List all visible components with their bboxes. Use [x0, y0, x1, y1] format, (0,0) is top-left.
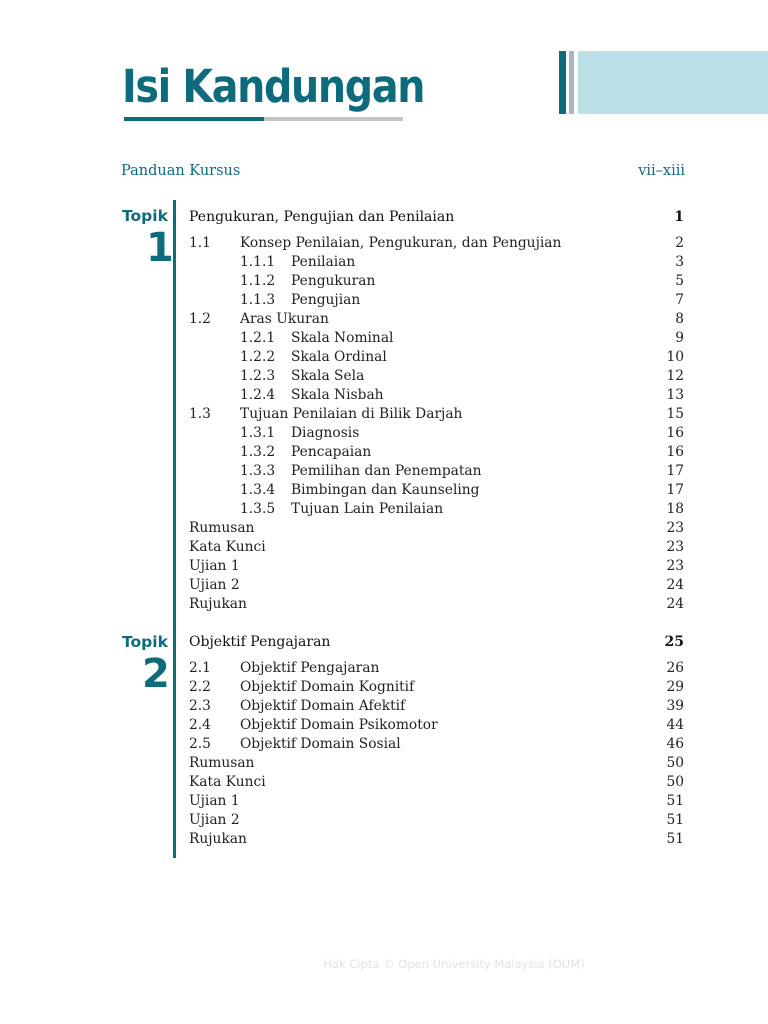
toc-entry-title: Konsep Penilaian, Pengukuran, dan Pengujian — [240, 235, 562, 251]
toc-entry-page: 16 — [666, 444, 684, 460]
topic-1-number: 1 — [146, 225, 174, 271]
topic-2-number: 2 — [142, 651, 170, 697]
toc-entry[interactable] — [189, 272, 684, 291]
toc-entry-page: 12 — [666, 368, 684, 384]
toc-entry[interactable] — [189, 792, 684, 811]
toc-entry[interactable] — [189, 481, 684, 500]
topic-1-label: Topik — [122, 207, 168, 225]
toc-entry[interactable] — [189, 310, 684, 329]
toc-entry-title: Tujuan Penilaian di Bilik Darjah — [240, 406, 463, 422]
toc-entry[interactable] — [189, 735, 684, 754]
toc-entry[interactable] — [189, 234, 684, 253]
toc-entry[interactable] — [189, 697, 684, 716]
toc-entry-number: 1.1.1 — [240, 254, 276, 270]
toc-entry[interactable] — [189, 424, 684, 443]
toc-entry-number: 1.1.3 — [240, 292, 276, 308]
toc-entry-page: 5 — [675, 273, 684, 289]
toc-entry-title: Objektif Domain Psikomotor — [240, 717, 438, 733]
toc-entry-title: Ujian 1 — [189, 558, 240, 574]
toc-entry-title: Rumusan — [189, 520, 255, 536]
toc-entry-title: Ujian 2 — [189, 577, 240, 593]
toc-entry-page: 23 — [666, 558, 684, 574]
toc-entry-page: 17 — [666, 482, 684, 498]
decorative-bar-gray — [569, 51, 574, 114]
toc-entry-page: 51 — [666, 812, 684, 828]
toc-entry[interactable] — [189, 291, 684, 310]
topic-2-entries — [189, 659, 684, 849]
toc-entry-number: 1.2.3 — [240, 368, 276, 384]
topic-1-entries — [189, 234, 684, 614]
toc-entry-title: Kata Kunci — [189, 774, 266, 790]
toc-entry-number: 2.3 — [189, 698, 211, 714]
toc-entry[interactable] — [189, 773, 684, 792]
toc-entry-number: 1.2 — [189, 311, 211, 327]
toc-entry-title: Kata Kunci — [189, 539, 266, 555]
copyright-watermark: Hak Cipta © Open University Malaysia (OUM) — [323, 957, 585, 971]
topic-2-page: 25 — [664, 634, 684, 650]
toc-entry-number: 1.3.3 — [240, 463, 276, 479]
toc-entry-title: Ujian 2 — [189, 812, 240, 828]
toc-entry-title: Tujuan Lain Penilaian — [291, 501, 444, 517]
toc-entry[interactable] — [189, 595, 684, 614]
toc-entry-title: Pencapaian — [291, 444, 372, 460]
decorative-bar-dark — [559, 51, 566, 114]
toc-entry[interactable] — [189, 557, 684, 576]
toc-entry[interactable] — [189, 576, 684, 595]
toc-entry-page: 3 — [675, 254, 684, 270]
toc-entry-number: 1.2.2 — [240, 349, 276, 365]
toc-entry-number: 1.1 — [189, 235, 211, 251]
toc-entry-page: 10 — [666, 349, 684, 365]
topic-1-title: Pengukuran, Pengujian dan Penilaian — [189, 209, 455, 225]
toc-entry-title: Rumusan — [189, 755, 255, 771]
toc-entry-page: 29 — [666, 679, 684, 695]
toc-entry[interactable] — [189, 405, 684, 424]
toc-entry-title: Aras Ukuran — [240, 311, 329, 327]
toc-entry[interactable] — [189, 830, 684, 849]
toc-entry-number: 1.2.1 — [240, 330, 276, 346]
toc-entry-title: Rujukan — [189, 831, 247, 847]
toc-entry[interactable] — [189, 348, 684, 367]
toc-entry-number: 2.2 — [189, 679, 211, 695]
toc-entry-page: 26 — [666, 660, 684, 676]
toc-entry-page: 23 — [666, 539, 684, 555]
toc-entry[interactable] — [189, 659, 684, 678]
toc-entry-number: 1.3.4 — [240, 482, 276, 498]
toc-entry-number: 1.3.1 — [240, 425, 276, 441]
toc-entry[interactable] — [189, 500, 684, 519]
toc-entry-page: 51 — [666, 831, 684, 847]
toc-entry-page: 16 — [666, 425, 684, 441]
toc-entry-title: Objektif Domain Sosial — [240, 736, 401, 752]
title-underline-accent — [124, 117, 264, 121]
toc-entry[interactable] — [189, 329, 684, 348]
toc-entry-page: 50 — [666, 755, 684, 771]
topic-1-title-row[interactable] — [189, 206, 684, 228]
toc-entry-page: 51 — [666, 793, 684, 809]
decorative-header-block — [578, 51, 768, 114]
toc-entry[interactable] — [189, 462, 684, 481]
toc-entry-title: Skala Sela — [291, 368, 365, 384]
toc-entry[interactable] — [189, 538, 684, 557]
toc-entry-number: 2.4 — [189, 717, 211, 733]
toc-entry-title: Objektif Domain Kognitif — [240, 679, 415, 695]
toc-entry-page: 46 — [666, 736, 684, 752]
toc-entry-title: Skala Nisbah — [291, 387, 384, 403]
toc-entry[interactable] — [189, 811, 684, 830]
course-guide-link[interactable]: Panduan Kursus — [121, 163, 241, 179]
toc-entry-title: Ujian 1 — [189, 793, 240, 809]
toc-entry-title: Pengukuran — [291, 273, 376, 289]
topic-2-label: Topik — [122, 633, 168, 651]
toc-entry-number: 1.3 — [189, 406, 211, 422]
toc-entry-page: 8 — [675, 311, 684, 327]
toc-entry-page: 50 — [666, 774, 684, 790]
toc-entry-page: 23 — [666, 520, 684, 536]
toc-entry-title: Pemilihan dan Penempatan — [291, 463, 482, 479]
toc-entry[interactable] — [189, 253, 684, 272]
topic-divider-line — [173, 200, 176, 858]
page-title: Isi Kandungan — [122, 60, 425, 113]
toc-entry-title: Objektif Pengajaran — [240, 660, 380, 676]
toc-entry-title: Skala Ordinal — [291, 349, 387, 365]
toc-entry-page: 18 — [666, 501, 684, 517]
toc-entry-page: 24 — [666, 596, 684, 612]
course-guide-page: vii–xiii — [638, 163, 685, 179]
toc-entry-page: 39 — [666, 698, 684, 714]
toc-entry-number: 1.2.4 — [240, 387, 276, 403]
toc-entry[interactable] — [189, 519, 684, 538]
toc-entry-number: 2.1 — [189, 660, 211, 676]
toc-entry-page: 24 — [666, 577, 684, 593]
toc-entry-title: Pengujian — [291, 292, 361, 308]
topic-1-page: 1 — [674, 209, 684, 225]
toc-entry-number: 1.3.2 — [240, 444, 276, 460]
toc-entry-page: 13 — [666, 387, 684, 403]
toc-entry-page: 44 — [666, 717, 684, 733]
toc-entry[interactable] — [189, 678, 684, 697]
toc-entry-number: 1.1.2 — [240, 273, 276, 289]
toc-entry-title: Objektif Domain Afektif — [240, 698, 406, 714]
toc-entry-page: 15 — [666, 406, 684, 422]
toc-entry-number: 2.5 — [189, 736, 211, 752]
topic-2-title: Objektif Pengajaran — [189, 634, 331, 650]
toc-entry-title: Rujukan — [189, 596, 247, 612]
toc-entry-page: 7 — [675, 292, 684, 308]
toc-entry[interactable] — [189, 386, 684, 405]
toc-entry[interactable] — [189, 443, 684, 462]
toc-entry-title: Penilaian — [291, 254, 356, 270]
toc-entry-number: 1.3.5 — [240, 501, 276, 517]
toc-entry-page: 2 — [675, 235, 684, 251]
toc-entry-title: Skala Nominal — [291, 330, 394, 346]
title-underline-gray — [264, 117, 403, 121]
toc-entry-title: Diagnosis — [291, 425, 360, 441]
toc-entry[interactable] — [189, 367, 684, 386]
toc-entry[interactable] — [189, 754, 684, 773]
toc-entry-page: 17 — [666, 463, 684, 479]
toc-entry[interactable] — [189, 716, 684, 735]
toc-entry-title: Bimbingan dan Kaunseling — [291, 482, 480, 498]
toc-entry-page: 9 — [675, 330, 684, 346]
topic-2-title-row[interactable] — [189, 631, 684, 653]
